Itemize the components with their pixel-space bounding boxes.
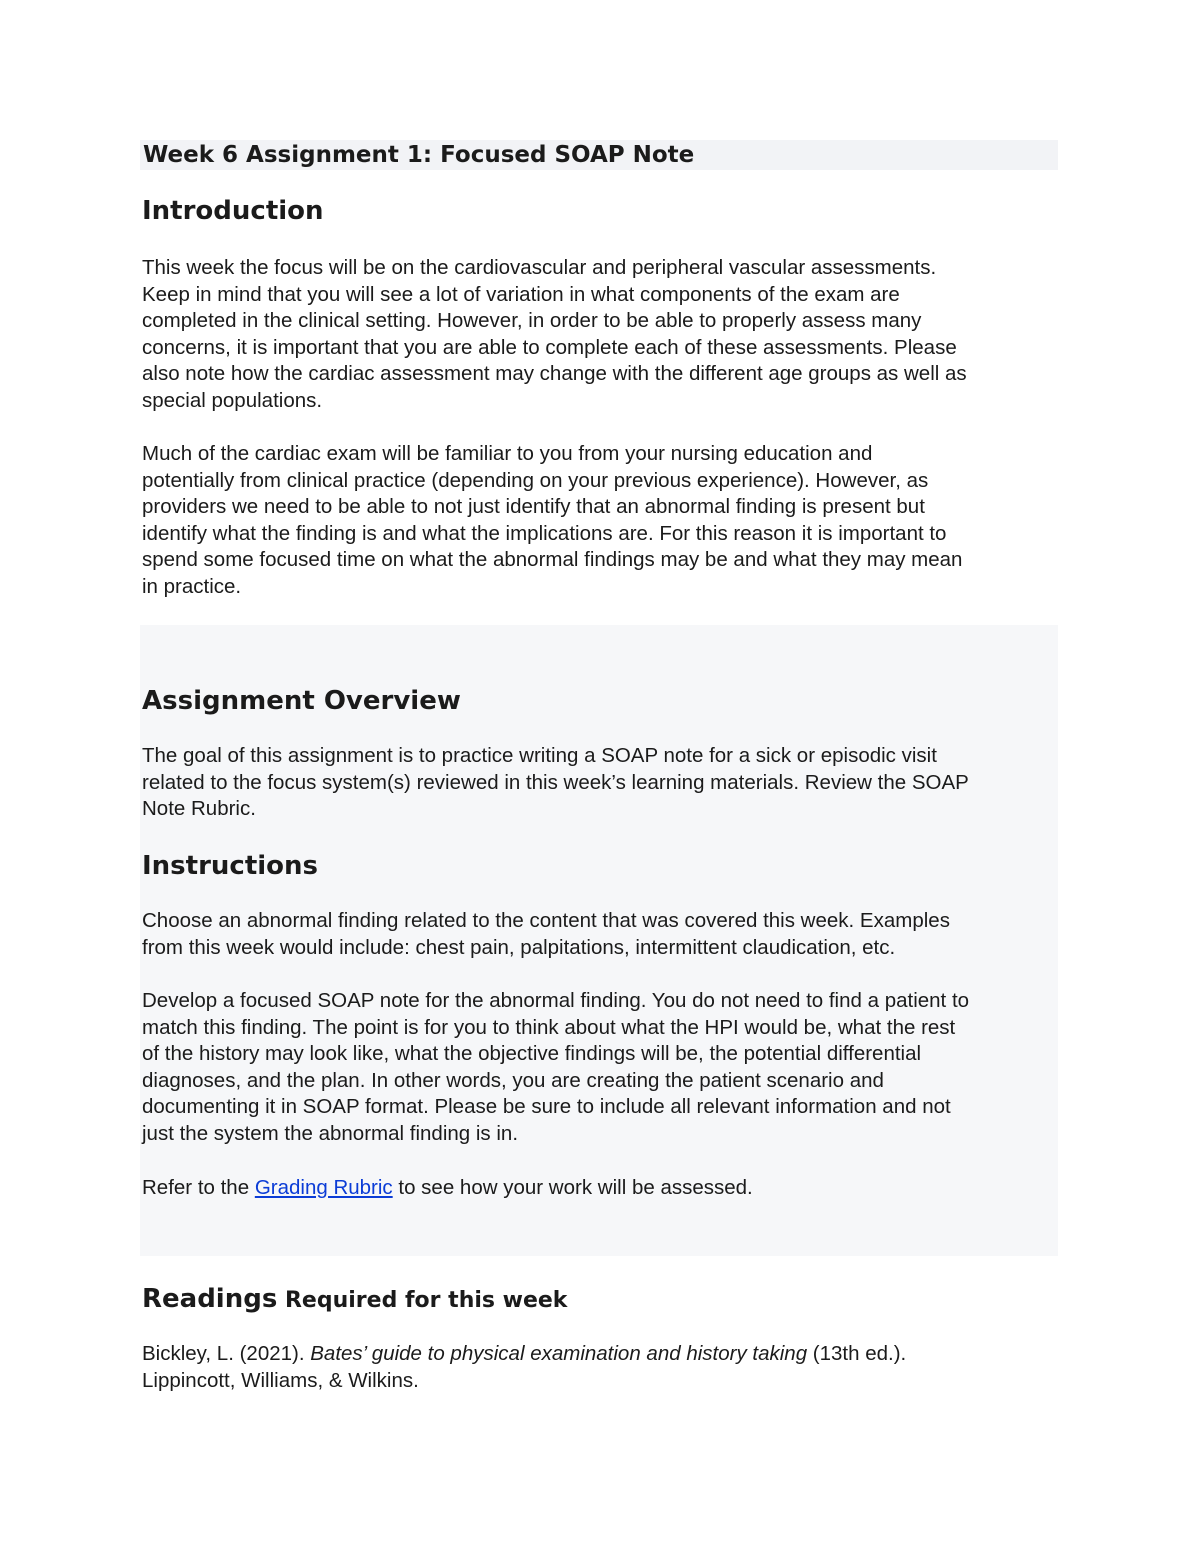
text-line: Develop a focused SOAP note for the abnormal finding. You do not need to find a patient to — [142, 989, 970, 1012]
grading-rubric-sentence — [142, 1175, 1072, 1202]
citation-author: Bickley, L. (2021). — [142, 1342, 311, 1365]
text-line: of the history may look like, what the objective findings will be, the potential differential — [142, 1042, 922, 1066]
text-line: just the system the abnormal finding is in. — [142, 1121, 519, 1145]
readings-heading-sub: Required for this week — [277, 1288, 568, 1313]
introduction-paragraph-2 — [142, 441, 1072, 601]
text-line: providers we need to be able to not just identify that an abnormal finding is present but — [142, 495, 925, 519]
text-line: from this week would include: chest pain, palpitations, intermittent claudication, etc. — [142, 935, 896, 959]
text-line: in practice. — [142, 574, 242, 598]
text-line: match this finding. The point is for you to think about what the HPI would be, what the rest — [142, 1015, 956, 1039]
introduction-heading: Introduction — [142, 196, 324, 226]
instructions-paragraph-2 — [142, 988, 1072, 1148]
text-line: completed in the clinical setting. However, in order to be able to properly assess many — [142, 309, 922, 333]
text-line: documenting it in SOAP format. Please be sure to include all relevant information and not — [142, 1095, 951, 1119]
text-line: concerns, it is important that you are able to complete each of these assessments. Please — [142, 335, 957, 359]
text-line: spend some focused time on what the abnormal findings may be and what they may mean — [142, 548, 963, 572]
grading-rubric-link[interactable]: Grading Rubric — [254, 1176, 393, 1199]
text-line: The goal of this assignment is to practice writing a SOAP note for a sick or episodic visit — [142, 744, 937, 767]
text-line: Much of the cardiac exam will be familiar to you from your nursing education and — [142, 442, 873, 465]
readings-heading — [142, 1282, 567, 1318]
text-line: diagnoses, and the plan. In other words, you are creating the patient scenario and — [142, 1068, 884, 1092]
text-line: Note Rubric. — [142, 797, 256, 821]
text-line: This week the focus will be on the cardiovascular and peripheral vascular assessments. — [142, 256, 937, 279]
refer-text-before: Refer to the — [142, 1176, 255, 1199]
text-line: identify what the finding is and what the implications are. For this reason it is important to — [142, 521, 947, 545]
text-line: Choose an abnormal finding related to the content that was covered this week. Examples — [142, 909, 950, 932]
text-line: related to the focus system(s) reviewed in this week’s learning materials. Review the SOAP — [142, 770, 969, 794]
introduction-paragraph-1 — [142, 255, 1072, 415]
text-line: Keep in mind that you will see a lot of variation in what components of the exam are — [142, 282, 900, 306]
citation-book-title: Bates’ guide to physical examination and history taking — [310, 1342, 808, 1365]
reading-citation — [142, 1341, 1072, 1394]
text-line: potentially from clinical practice (depending on your previous experience). However, as — [142, 468, 929, 492]
instructions-heading: Instructions — [142, 851, 319, 881]
text-line — [142, 1175, 1072, 1202]
citation-edition: (13th ed.). — [807, 1342, 907, 1365]
assignment-overview-paragraph — [142, 743, 1072, 823]
refer-text-after: to see how your work will be assessed. — [392, 1176, 753, 1199]
text-line: special populations. — [142, 388, 323, 412]
readings-heading-main: Readings — [142, 1284, 278, 1314]
document-title: Week 6 Assignment 1: Focused SOAP Note — [143, 142, 695, 168]
assignment-overview-heading: Assignment Overview — [142, 686, 461, 716]
text-line: also note how the cardiac assessment may change with the different age groups as well as — [142, 362, 967, 386]
instructions-paragraph-1 — [142, 908, 1072, 961]
text-line — [142, 1341, 1072, 1368]
citation-publisher: Lippincott, Williams, & Wilkins. — [142, 1368, 419, 1392]
